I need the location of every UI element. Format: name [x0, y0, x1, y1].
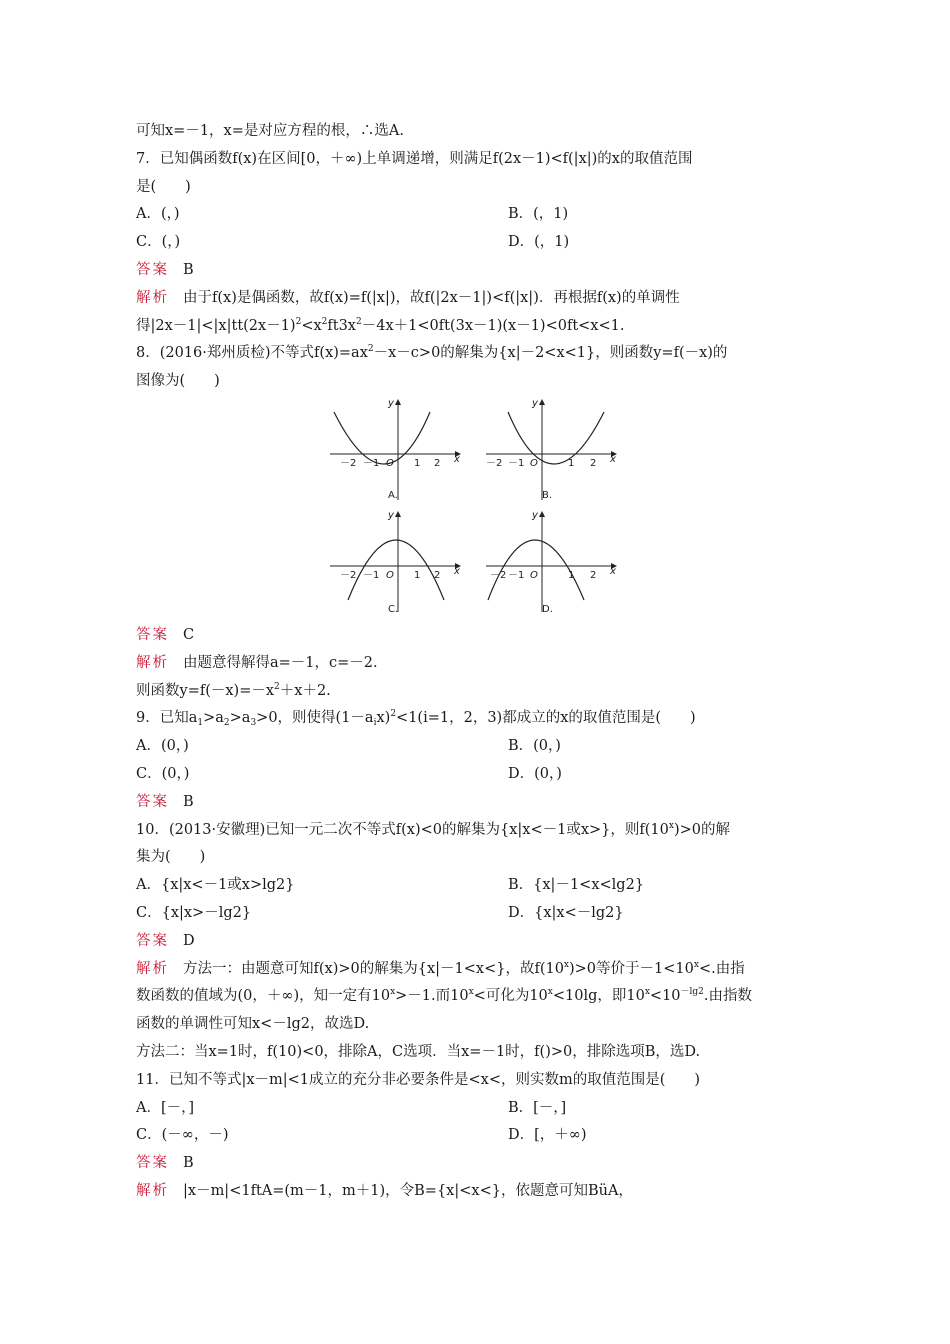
- tick-label: 2: [434, 569, 441, 581]
- tick-label: 2: [590, 569, 597, 581]
- origin-label: O: [386, 569, 394, 581]
- graph-b: [486, 398, 616, 501]
- tick-label: 1: [414, 569, 421, 581]
- option-d: D．(，1): [508, 234, 570, 251]
- question-11-options-cd: [136, 1122, 826, 1150]
- document-body: [136, 118, 826, 1206]
- question-10-answer: [136, 928, 826, 956]
- answer-value: B: [183, 793, 194, 810]
- question-10-analysis: 解析 方法一：由题意可知f(x)>0的解集为{x|－1<x<}，故$f(10^x)>0$等价于$-1<10^x<$.由指: [136, 959, 745, 977]
- question-10-method-two: 方法二：当x=1时，f(10)<0，排除A，C选项．当x=－1时，f()>0，排除选项B，选D.: [136, 1043, 701, 1060]
- question-10-options-ab: [136, 872, 826, 900]
- option-b: B．{x|－1<x<lg2}: [508, 877, 645, 894]
- question-7-analysis-cont: 得$|2x-1|<|x|tt(2x-1)^2<x^2ft3x^2-4x+1<0ft(3x-1)(x-1)<0ft<x<1$.: [136, 316, 625, 334]
- tick-label: －1: [363, 457, 380, 469]
- tick-label: 1: [568, 569, 575, 581]
- tick-label: 1: [568, 457, 575, 469]
- answer-label: 答案: [136, 1155, 169, 1172]
- y-axis-label: y: [388, 509, 394, 521]
- graph-c: [330, 510, 460, 615]
- answer-value: D: [183, 932, 195, 949]
- origin-label: O: [530, 457, 538, 469]
- option-b: B．[－，]: [508, 1099, 567, 1116]
- question-8-stem: 8．(2016·郑州质检)不等式$f(x)=ax^2-x-c>0$的解集为{x|－2<x<1}，则函数y=f(－x)的: [136, 344, 728, 362]
- option-a: A．(0，): [136, 738, 189, 755]
- origin-label: O: [386, 457, 394, 469]
- y-axis-label: y: [532, 397, 538, 409]
- figure-caption: C.: [388, 603, 399, 615]
- option-c: C．(，): [136, 234, 181, 251]
- answer-value: B: [183, 1155, 194, 1172]
- tick-label: 1: [414, 457, 421, 469]
- tick-label: －1: [508, 569, 525, 581]
- question-8-stem-cont: 图像为( ): [136, 373, 220, 390]
- y-axis-label: y: [388, 397, 394, 409]
- analysis-label: 解析: [136, 289, 169, 306]
- question-7-options-cd: [136, 229, 826, 257]
- tick-label: －2: [490, 569, 507, 581]
- question-10-options-cd: [136, 900, 826, 928]
- y-axis-label: y: [532, 509, 538, 521]
- question-11-analysis: 解析 |x－m|<1ftA=(m－1，m＋1)，令B={x|<x<}，依题意可知BüA，: [136, 1182, 633, 1199]
- figure-caption: D.: [542, 603, 553, 615]
- question-10-stem: 10．(2013·安徽理)已知一元二次不等式f(x)<0的解集为{x|x<－1或x>}，则$f(10^x)>0$的解: [136, 820, 730, 838]
- analysis-label: 解析: [136, 1182, 169, 1199]
- graph-options-figure: [326, 396, 626, 622]
- answer-label: 答案: [136, 793, 169, 810]
- question-9-stem: 9．已知$a_1>a_2>a_3>0$，则使得$(1-a_ix)^2<1(i=1$，2，3)都成立的x的取值范围是( ): [136, 709, 696, 729]
- option-b: B．(，1): [508, 206, 569, 223]
- option-c: C．{x|x>－lg2}: [136, 904, 252, 921]
- tick-label: －2: [486, 457, 503, 469]
- figure-caption: A.: [388, 489, 398, 501]
- question-7-answer: [136, 257, 826, 285]
- x-axis-label: x: [454, 453, 460, 465]
- option-c: C．(0，): [136, 765, 190, 782]
- tick-label: 2: [434, 457, 441, 469]
- tick-label: 2: [590, 457, 597, 469]
- x-axis-label: x: [610, 565, 616, 577]
- question-10-analysis-cont: 数函数的值域为(0，＋∞)，知一定有$10^x>-1$.而$10^x<$可化为$10^x<10\lg$，即$10^x<10^{-lg2}$.由指数: [136, 987, 753, 1005]
- answer-value: B: [183, 261, 194, 278]
- option-b: B．(0，): [508, 738, 561, 755]
- question-10-stem-cont: 集为( ): [136, 849, 206, 866]
- option-a: A．{x|x<－1或x>lg2}: [136, 877, 295, 894]
- question-11-answer: [136, 1150, 826, 1178]
- question-7-analysis: 解析 由于f(x)是偶函数，故f(x)=f(|x|)，故f(|2x－1|)<f(|x|)．再根据f(x)的单调性: [136, 289, 680, 306]
- question-7-options-ab: [136, 201, 826, 229]
- text-line: 可知x=－1，x=是对应方程的根，∴选A.: [136, 123, 404, 139]
- tick-label: －2: [340, 569, 357, 581]
- option-a: A．(，): [136, 206, 180, 223]
- question-7-stem-cont: 是( ): [136, 178, 191, 195]
- option-c: C．(－∞，－): [136, 1127, 229, 1144]
- option-d: D．(0，): [508, 765, 562, 782]
- question-9-options-ab: [136, 733, 826, 761]
- x-axis-label: x: [454, 565, 460, 577]
- x-axis-label: x: [610, 453, 616, 465]
- origin-label: O: [530, 569, 538, 581]
- question-8-analysis: 解析 由题意得解得a=－1，c=－2.: [136, 654, 378, 671]
- option-d: D．[，＋∞): [508, 1127, 587, 1144]
- analysis-label: 解析: [136, 960, 169, 977]
- answer-label: 答案: [136, 626, 169, 643]
- answer-label: 答案: [136, 932, 169, 949]
- analysis-label: 解析: [136, 654, 169, 671]
- tick-label: －1: [363, 569, 380, 581]
- question-7-stem: 7．已知偶函数f(x)在区间[0，＋∞)上单调递增，则满足f(2x－1)<f(|x|)的x的取值范围: [136, 150, 693, 167]
- answer-label: 答案: [136, 261, 169, 278]
- question-8-analysis-cont: 则函数$y=f(-x)=-x^2+x+2$.: [136, 681, 331, 699]
- question-10-analysis-cont2: 函数的单调性可知x<－lg2，故选D.: [136, 1016, 370, 1033]
- answer-value: C: [183, 626, 195, 643]
- question-8-answer: [136, 622, 826, 650]
- option-a: A．[－，]: [136, 1099, 195, 1116]
- graph-d: [486, 510, 616, 615]
- question-8-figures: [136, 396, 826, 622]
- question-9-options-cd: [136, 761, 826, 789]
- question-9-answer: [136, 789, 826, 817]
- question-11-options-ab: [136, 1095, 826, 1123]
- figure-caption: B.: [542, 489, 553, 501]
- tick-label: －2: [340, 457, 357, 469]
- question-11-stem: 11．已知不等式|x－m|<1成立的充分非必要条件是<x<，则实数m的取值范围是( ): [136, 1071, 701, 1088]
- option-d: D．{x|x<－lg2}: [508, 904, 624, 921]
- tick-label: －1: [508, 457, 525, 469]
- graph-a: [330, 398, 460, 501]
